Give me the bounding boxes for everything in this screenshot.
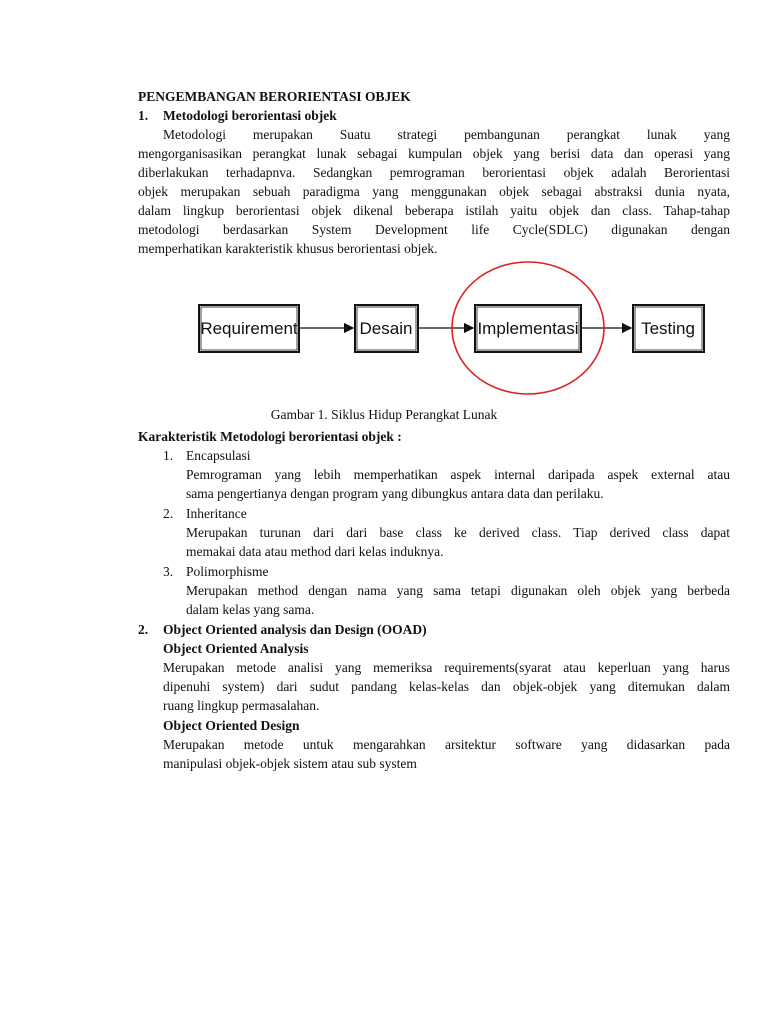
document-title: PENGEMBANGAN BERORIENTASI OBJEK [138,89,411,104]
char-item-1-line-2: sama pengertianya dengan program yang dibungkus antara data dan perilaku. [186,486,604,501]
sdlc-label-testing: Testing [641,319,695,338]
section1-para-line-5: dalam lingkup berorientasi objek dikenal beberapa istilah yaitu objek dan class. Tahap-tahap [138,203,730,218]
ooa-heading: Object Oriented Analysis [163,641,309,656]
char-item-2-line-1: Merupakan turunan dari dari base class ke derived class. Tiap derived class dapat [186,525,730,540]
char-item-3-name: Polimorphisme [186,564,269,579]
ooa-line-2: dipenuhi system) dari sudut pandang kelas-kelas dan objek-objek yang ditemukan dalam [163,679,730,694]
char-item-3-line-1: Merupakan method dengan nama yang sama tetapi digunakan oleh objek yang berbeda [186,583,730,598]
section1-title: Metodologi berorientasi objek [163,108,337,123]
sdlc-box-implementasi [475,305,581,352]
ood-line-1: Merupakan metode untuk mengarahkan arsitektur software yang didasarkan pada [163,737,730,752]
char-item-1-name: Encapsulasi [186,448,251,463]
section1-para-line-3: diberlakukan terhadapnva. Sedangkan pemrograman berorientasi objek adalah Berorientasi [138,165,730,180]
sdlc-box-requirement [199,305,299,352]
ooa-line-1: Merupakan metode analisi yang memeriksa requirements(syarat atau keperluan yang harus [163,660,730,675]
char-item-2-number: 2. [163,506,174,521]
sdlc-box-testing [633,305,704,352]
characteristics-heading: Karakteristik Metodologi berorientasi objek : [138,429,402,444]
section1-para-line-1: Metodologi merupakan Suatu strategi pembangunan perangkat lunak yang [163,127,730,142]
char-item-3-line-2: dalam kelas yang sama. [186,602,315,617]
section2-title: Object Oriented analysis dan Design (OOAD) [163,622,427,637]
ood-heading: Object Oriented Design [163,718,300,733]
section1-para-line-6: metodologi berdasarkan System Development life Cycle(SDLC) digunakan dengan [138,222,730,237]
section1-para-line-7: memperhatikan karakteristik khusus berorientasi objek. [138,241,438,256]
section1-number: 1. [138,108,149,123]
section1-heading [138,106,337,125]
sdlc-box-desain [355,305,418,352]
section1-para-line-2: mengorganisasikan perangkat lunak sebagai kumpulan objek yang berisi data dan operasi yang [138,146,730,161]
sdlc-label-desain: Desain [359,319,413,338]
sdlc-label-requirement: Requirement [200,319,298,338]
section2-heading [138,620,427,639]
ooa-line-3: ruang lingkup permasalahan. [163,698,320,713]
char-item-2-name: Inheritance [186,506,247,521]
char-item-1-line-1: Pemrograman yang lebih memperhatikan aspek internal daripada aspek external atau [186,467,730,482]
section1-para-line-4: objek merupakan sebuah paradigma yang menggunakan objek sebagai abstraksi dunia nyata, [138,184,730,199]
ood-line-2: manipulasi objek-objek sistem atau sub system [163,756,417,771]
sdlc-label-implementasi: Implementasi [477,319,579,338]
figure-caption: Gambar 1. Siklus Hidup Perangkat Lunak [270,407,498,422]
sdlc-diagram [0,258,768,398]
char-item-1-number: 1. [163,448,174,463]
char-item-2-line-2: memakai data atau method dari kelas induknya. [186,544,444,559]
section2-number: 2. [138,622,149,637]
char-item-3-number: 3. [163,564,174,579]
